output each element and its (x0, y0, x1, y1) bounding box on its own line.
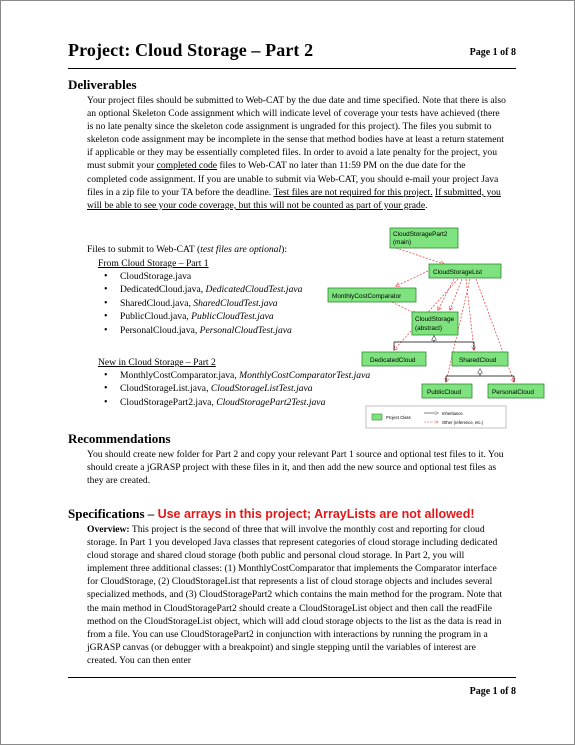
node-cloudstoragelist (429, 264, 501, 278)
files-intro: Files to submit to Web-CAT (test files are optional): (87, 244, 287, 255)
list-item: • PersonalCloud.java, PersonalCloudTest.java (98, 324, 302, 337)
list-item: • SharedCloud.java, SharedCloudTest.java (98, 297, 302, 310)
group2-label: New in Cloud Storage – Part 2 (98, 357, 216, 368)
page-header (68, 40, 516, 69)
svg-text:CloudStorage: CloudStorage (415, 316, 455, 323)
node-personalcloud (488, 384, 544, 398)
list-item: • DedicatedCloud.java, DedicatedCloudTest.java (98, 283, 302, 296)
svg-text:Inheritance: Inheritance (442, 411, 463, 416)
list-item: • CloudStoragePart2.java, CloudStoragePart2Test.java (98, 396, 370, 409)
deliverables-heading: Deliverables (68, 77, 137, 92)
page-number: Page 1 of 8 (469, 47, 516, 58)
svg-text:Project Class: Project Class (386, 415, 411, 420)
list-item: • CloudStorageList.java, CloudStorageListTest.java (98, 382, 370, 395)
recommendations-paragraph: You should create new folder for Part 2 and copy your relevant Part 1 source and optional test files to it. You should create a jGRASP project with these files in it, and then add the new source and optional test files as they are created. (87, 449, 504, 487)
specifications-paragraph: Overview: This project is the second of three that will involve the monthly cost and reporting for cloud storage. In Part 1 you developed Java classes that represent categories of cloud storage including dedicated cloud storage and shared cloud storage (both public and personal cloud storage. In Part 2, you will implement three additional classes: (1) MonthlyCostComparator that implements the Comparator interface for CloudStorage, (2) CloudStorageList that represents a list of cloud storage objects and includes several specialized methods, and (3) CloudStoragePart2 which contains the main method for the program. Note that the main method in CloudStoragePart2 should create a CloudStorageList object and then call the readFile method on the CloudStorageList object, which will add cloud storage objects to the list as the data is read in from a file. You can use CloudStoragePart2 in conjunction with interactions by running the program in a jGRASP canvas (or debugger with a breakpoint) and single stepping until the variables of interest are created. You can then enter (87, 524, 503, 666)
node-sharedcloud (452, 352, 508, 366)
svg-text:PublicCloud: PublicCloud (427, 389, 462, 396)
page-title: Project: Cloud Storage – Part 2 (68, 40, 314, 60)
node-monthlycostcomparator (328, 288, 416, 302)
svg-text:CloudStoragePart2: CloudStoragePart2 (393, 231, 448, 238)
list-item: • MonthlyCostComparator.java, MonthlyCostComparatorTest.java (98, 369, 370, 382)
list-item: • CloudStorage.java (98, 270, 302, 283)
svg-text:MonthlyCostComparator: MonthlyCostComparator (332, 293, 402, 300)
svg-text:CloudStorageList: CloudStorageList (433, 269, 483, 276)
node-publiccloud (422, 384, 472, 398)
footer-page-number: Page 1 of 8 (469, 686, 516, 697)
group1-list (98, 270, 302, 337)
group1-label: From Cloud Storage – Part 1 (98, 258, 209, 269)
deliverables-paragraph: Your project files should be submitted to Web-CAT by the due date and time specified. Note that there is also an optional Skeleton Code assignment which will indicate level of coverage your tests have achieved (there is no late penalty since the skeleton code assignment is ungraded for this project). The files you submit to skeleton code assignment may be incomplete in the sense that method bodies have at least a return statement if applicable or they may be essentially completed files. In order to avoid a late penalty for the project, you must submit your completed code files to Web-CAT no later than 11:59 PM on the due date for the completed code assignment. If you are unable to submit via Web-CAT, you should e-mail your project Java files in a zip file to your TA before the deadline. Test files are not required for this project. If submitted, you will be able to see your code coverage, but this will not be counted as part of your grade. (87, 95, 506, 211)
svg-text:SharedCloud: SharedCloud (459, 357, 497, 364)
node-cloudstorage (412, 312, 458, 335)
page-footer (68, 677, 516, 697)
uml-class-diagram (326, 226, 546, 432)
svg-text:(abstract): (abstract) (415, 325, 442, 332)
svg-text:DedicatedCloud: DedicatedCloud (370, 357, 416, 364)
list-item: • PublicCloud.java, PublicCloudTest.java (98, 310, 302, 323)
recommendations-heading: Recommendations (68, 431, 171, 446)
svg-text:(main): (main) (393, 239, 412, 246)
diagram-legend (366, 406, 506, 428)
svg-text:Other (reference, etc.): Other (reference, etc.) (442, 420, 484, 425)
node-dedicatedcloud (362, 352, 426, 366)
node-cloudstoragepart2 (390, 228, 458, 248)
specifications-heading: Specifications – Use arrays in this project; ArrayLists are not allowed! (68, 506, 475, 521)
svg-text:PersonalCloud: PersonalCloud (492, 389, 534, 396)
